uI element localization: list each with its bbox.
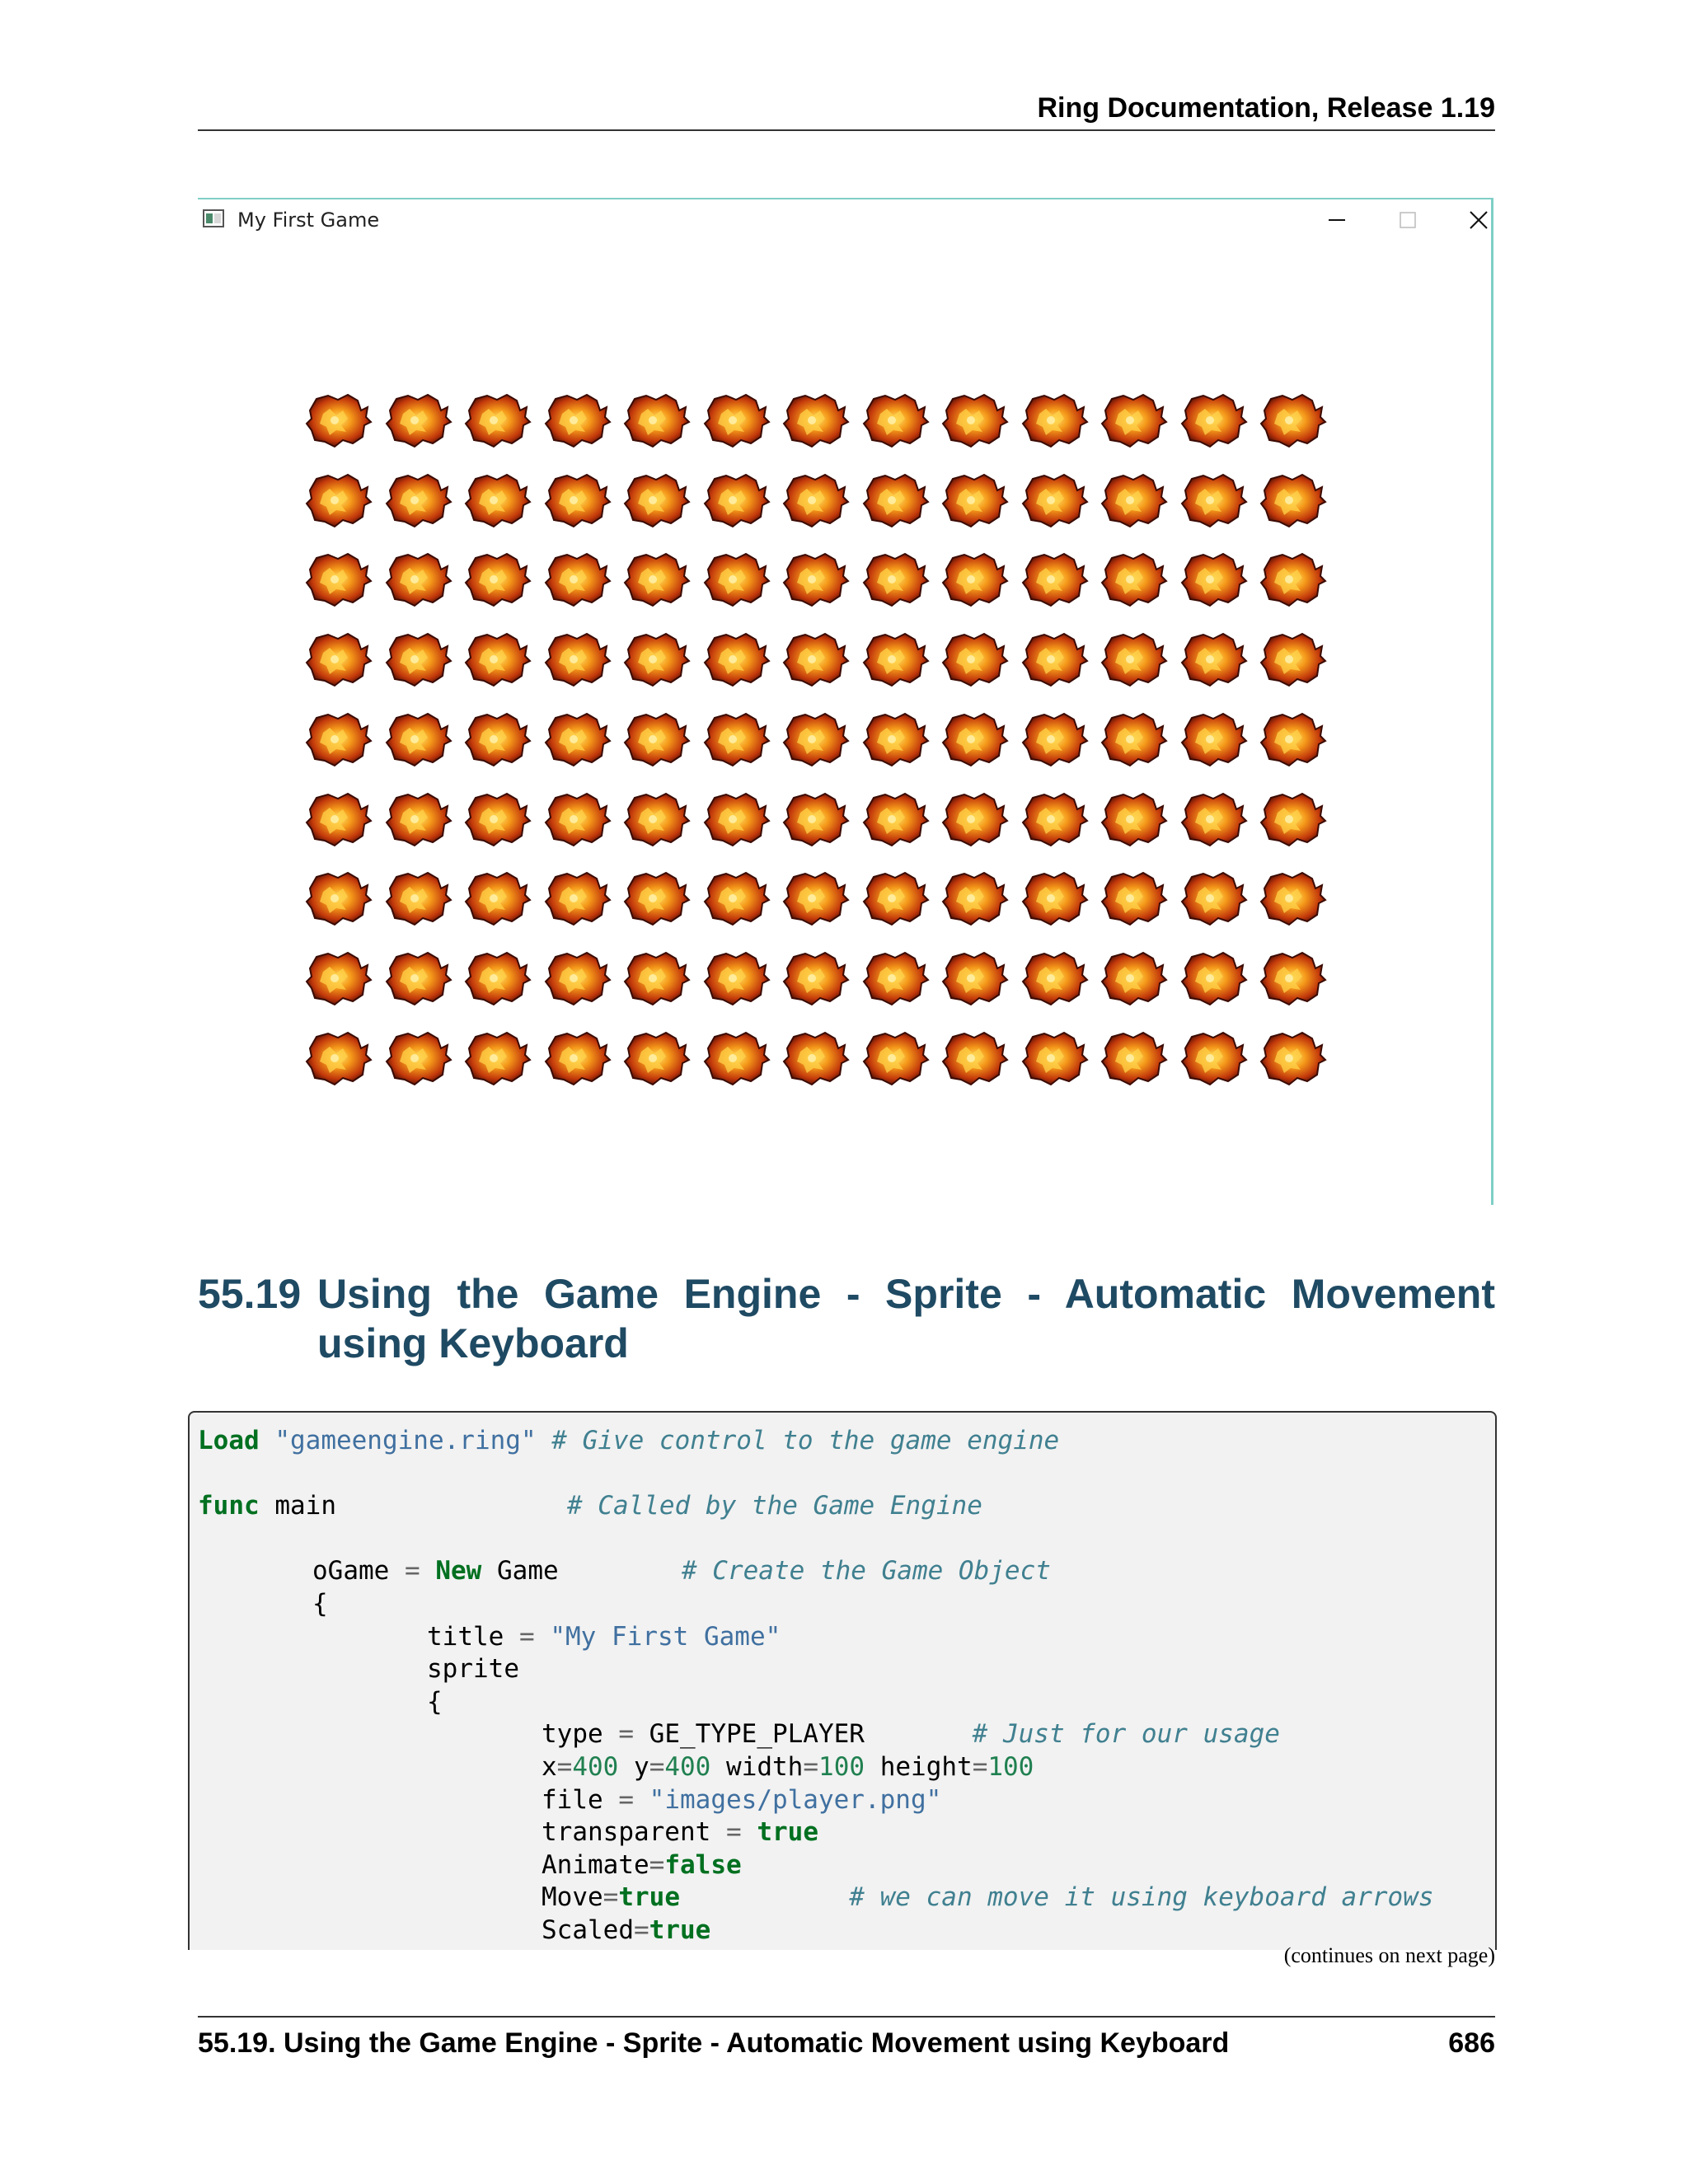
explosion-sprite-icon	[544, 870, 612, 928]
explosion-sprite-icon	[544, 392, 612, 450]
explosion-sprite-icon	[385, 392, 452, 450]
explosion-sprite-icon	[1100, 950, 1168, 1008]
explosion-sprite-icon	[1180, 791, 1248, 849]
code-block	[188, 1411, 1497, 1950]
explosion-sprite-icon	[305, 392, 373, 450]
explosion-sprite-icon	[862, 551, 930, 609]
explosion-sprite-icon	[544, 551, 612, 609]
explosion-sprite-icon	[464, 791, 532, 849]
minimize-icon	[1328, 211, 1346, 229]
code-line: oGame = New Game # Create the Game Object	[312, 1556, 1051, 1586]
code-line: x=400 y=400 width=100 height=100	[542, 1752, 1034, 1782]
explosion-sprite-icon	[1100, 870, 1168, 928]
explosion-sprite-icon	[385, 870, 452, 928]
game-canvas[interactable]	[198, 241, 1491, 1205]
explosion-sprite-icon	[623, 551, 691, 609]
explosion-sprite-icon	[1021, 791, 1089, 849]
footer-rule	[198, 2016, 1495, 2018]
explosion-sprite-icon	[1180, 1030, 1248, 1088]
explosion-sprite-icon	[782, 870, 850, 928]
code-line: {	[312, 1589, 328, 1619]
explosion-sprite-icon	[941, 791, 1009, 849]
explosion-sprite-icon	[464, 711, 532, 769]
explosion-sprite-icon	[941, 392, 1009, 450]
maximize-button[interactable]	[1375, 199, 1441, 241]
explosion-sprite-icon	[385, 950, 452, 1008]
explosion-sprite-icon	[703, 472, 771, 530]
page-header-title: Ring Documentation, Release 1.19	[1037, 92, 1495, 124]
explosion-sprite-icon	[703, 631, 771, 689]
explosion-sprite-icon	[1021, 631, 1089, 689]
code-line: file = "images/player.png"	[542, 1784, 942, 1815]
explosion-sprite-icon	[1259, 551, 1327, 609]
explosion-sprite-icon	[1100, 551, 1168, 609]
explosion-sprite-icon	[464, 1030, 532, 1088]
window-title: My First Game	[237, 209, 380, 232]
explosion-sprite-icon	[941, 1030, 1009, 1088]
explosion-sprite-icon	[1100, 392, 1168, 450]
explosion-sprite-icon	[862, 711, 930, 769]
explosion-sprite-icon	[305, 791, 373, 849]
explosion-sprite-icon	[1021, 551, 1089, 609]
code-line: func main # Called by the Game Engine	[198, 1491, 982, 1521]
explosion-sprite-icon	[1021, 711, 1089, 769]
explosion-sprite-icon	[623, 950, 691, 1008]
explosion-sprite-icon	[623, 472, 691, 530]
explosion-sprite-icon	[544, 711, 612, 769]
explosion-sprite-icon	[1100, 711, 1168, 769]
explosion-sprite-icon	[385, 1030, 452, 1088]
explosion-sprite-icon	[305, 631, 373, 689]
explosion-sprite-icon	[623, 392, 691, 450]
explosion-sprite-icon	[703, 392, 771, 450]
explosion-sprite-icon	[1259, 392, 1327, 450]
explosion-sprite-icon	[703, 551, 771, 609]
explosion-sprite-icon	[1100, 791, 1168, 849]
explosion-sprite-icon	[305, 711, 373, 769]
explosion-sprite-icon	[623, 631, 691, 689]
explosion-sprite-icon	[1259, 1030, 1327, 1088]
explosion-sprite-icon	[703, 711, 771, 769]
explosion-sprite-icon	[464, 472, 532, 530]
explosion-sprite-icon	[1180, 711, 1248, 769]
explosion-sprite-icon	[941, 711, 1009, 769]
header-rule	[198, 129, 1495, 131]
code-line: Move=true # we can move it using keyboard arrows	[542, 1882, 1434, 1913]
explosion-sprite-icon	[1021, 392, 1089, 450]
explosion-sprite-icon	[703, 791, 771, 849]
explosion-sprite-icon	[544, 472, 612, 530]
code-line: Animate=false	[542, 1849, 742, 1880]
explosion-sprite-icon	[464, 950, 532, 1008]
explosion-sprite-icon	[1259, 472, 1327, 530]
explosion-sprite-icon	[941, 551, 1009, 609]
explosion-sprite-icon	[464, 551, 532, 609]
footer-section-title: 55.19. Using the Game Engine - Sprite - Automatic Movement using Keyboard	[198, 2027, 1230, 2059]
explosion-sprite-icon	[464, 631, 532, 689]
maximize-icon	[1399, 211, 1417, 229]
explosion-sprite-icon	[1100, 472, 1168, 530]
explosion-sprite-icon	[305, 472, 373, 530]
explosion-sprite-icon	[1021, 1030, 1089, 1088]
explosion-sprite-icon	[385, 711, 452, 769]
explosion-sprite-icon	[1259, 950, 1327, 1008]
explosion-sprite-icon	[464, 392, 532, 450]
explosion-sprite-icon	[1259, 711, 1327, 769]
explosion-sprite-icon	[1021, 870, 1089, 928]
explosion-sprite-icon	[862, 1030, 930, 1088]
explosion-sprite-icon	[623, 870, 691, 928]
explosion-sprite-icon	[782, 791, 850, 849]
close-icon	[1469, 210, 1489, 230]
explosion-sprite-icon	[385, 791, 452, 849]
explosion-sprite-icon	[703, 1030, 771, 1088]
window-titlebar[interactable]	[198, 199, 1491, 241]
explosion-sprite-icon	[1021, 950, 1089, 1008]
explosion-sprite-icon	[1180, 870, 1248, 928]
explosion-sprite-icon	[1180, 392, 1248, 450]
close-button[interactable]	[1446, 199, 1512, 241]
explosion-sprite-icon	[1100, 631, 1168, 689]
explosion-sprite-icon	[544, 1030, 612, 1088]
explosion-sprite-icon	[544, 791, 612, 849]
explosion-sprite-icon	[862, 870, 930, 928]
section-number: 55.19	[198, 1271, 302, 1317]
code-line: Load "gameengine.ring" # Give control to the game engine	[198, 1426, 1060, 1455]
explosion-sprite-icon	[385, 631, 452, 689]
explosion-sprite-icon	[703, 870, 771, 928]
explosion-sprite-icon	[782, 551, 850, 609]
code-line: title = "My First Game"	[427, 1621, 781, 1652]
explosion-sprite-icon	[464, 870, 532, 928]
explosion-sprite-icon	[305, 950, 373, 1008]
explosion-sprite-icon	[941, 472, 1009, 530]
app-window-icon	[203, 209, 224, 227]
explosion-sprite-icon	[1180, 551, 1248, 609]
continues-note: (continues on next page)	[1283, 1943, 1495, 1967]
explosion-sprite-icon	[544, 631, 612, 689]
explosion-sprite-icon	[305, 870, 373, 928]
code-line: transparent = true	[542, 1817, 818, 1848]
explosion-sprite-icon	[1021, 472, 1089, 530]
explosion-sprite-icon	[1259, 870, 1327, 928]
explosion-sprite-icon	[305, 551, 373, 609]
code-line: sprite	[427, 1654, 519, 1685]
explosion-sprite-icon	[862, 950, 930, 1008]
code-line: type = GE_TYPE_PLAYER # Just for our usage	[542, 1719, 1280, 1750]
explosion-sprite-icon	[1259, 791, 1327, 849]
explosion-sprite-icon	[941, 870, 1009, 928]
footer-page-number: 686	[1448, 2027, 1495, 2059]
explosion-sprite-icon	[782, 472, 850, 530]
explosion-sprite-icon	[623, 711, 691, 769]
explosion-sprite-icon	[782, 1030, 850, 1088]
explosion-sprite-icon	[1259, 631, 1327, 689]
explosion-sprite-icon	[862, 392, 930, 450]
explosion-sprite-icon	[544, 950, 612, 1008]
minimize-button[interactable]	[1304, 199, 1370, 241]
explosion-sprite-icon	[1100, 1030, 1168, 1088]
section-title: Using the Game Engine - Sprite - Automatic Movement using Keyboard	[317, 1271, 1495, 1366]
explosion-sprite-icon	[623, 791, 691, 849]
explosion-sprite-icon	[703, 950, 771, 1008]
explosion-sprite-icon	[385, 472, 452, 530]
explosion-sprite-icon	[305, 1030, 373, 1088]
explosion-sprite-icon	[941, 631, 1009, 689]
explosion-sprite-icon	[1180, 950, 1248, 1008]
explosion-sprite-icon	[782, 392, 850, 450]
explosion-sprite-icon	[1180, 472, 1248, 530]
explosion-sprite-icon	[782, 950, 850, 1008]
explosion-sprite-icon	[941, 950, 1009, 1008]
explosion-sprite-icon	[385, 551, 452, 609]
explosion-sprite-icon	[862, 472, 930, 530]
code-line: {	[427, 1686, 443, 1717]
explosion-sprite-icon	[862, 791, 930, 849]
explosion-sprite-icon	[1180, 631, 1248, 689]
explosion-sprite-icon	[862, 631, 930, 689]
explosion-sprite-icon	[782, 711, 850, 769]
code-line: Scaled=true	[542, 1915, 711, 1945]
game-window-screenshot	[198, 198, 1493, 1205]
explosion-sprite-icon	[782, 631, 850, 689]
explosion-sprite-icon	[623, 1030, 691, 1088]
